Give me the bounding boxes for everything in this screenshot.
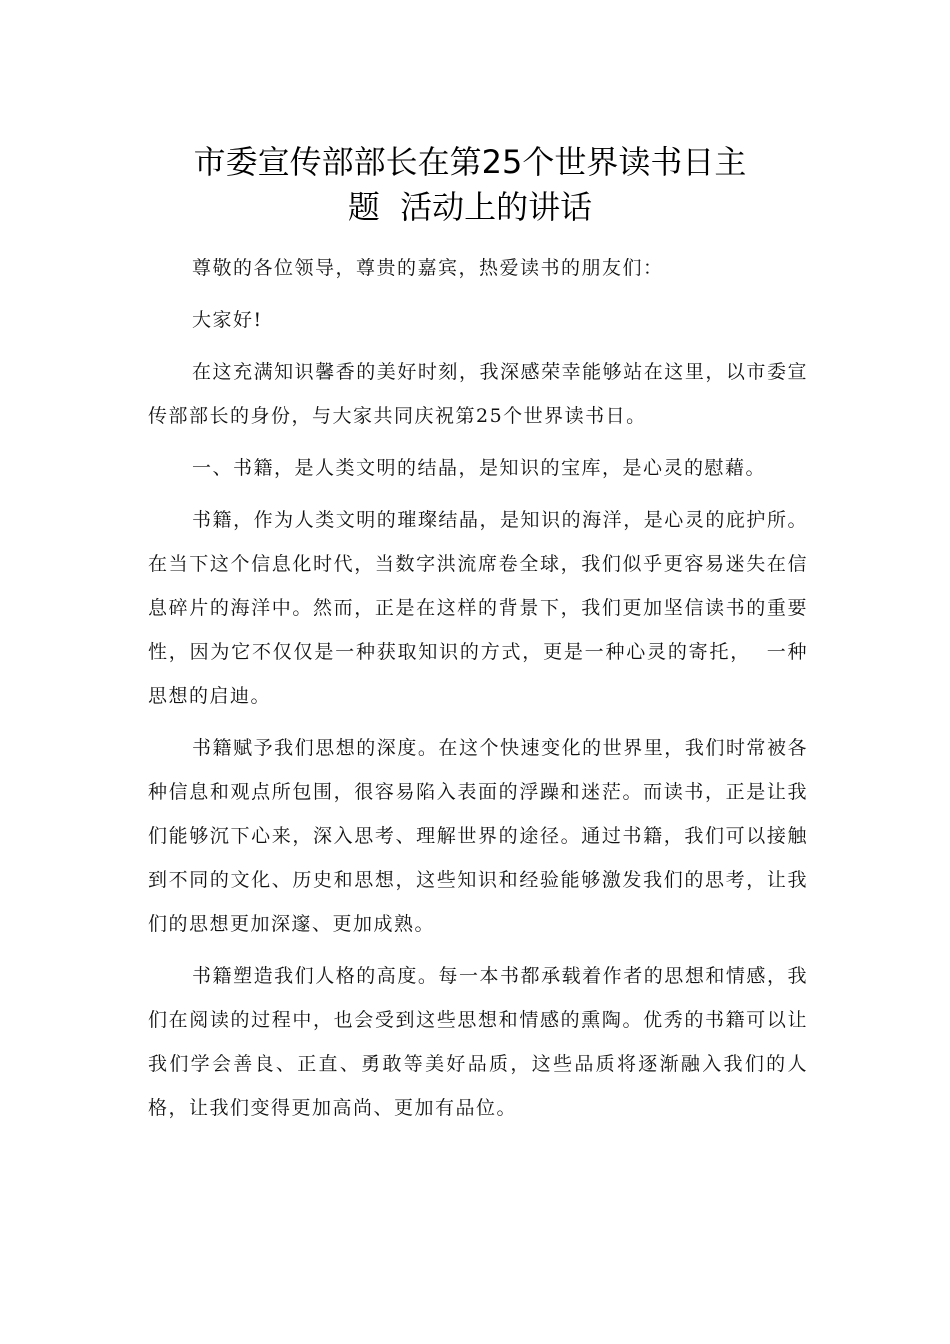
salutation: 尊敬的各位领导，尊贵的嘉宾，热爱读书的朋友们：	[192, 257, 664, 279]
paragraph-intro: 在这充满知识馨香的美好时刻，我深感荣幸能够站在这里，以市委宣传部部长的身份，与大家共同庆祝第25个世界读书日。	[148, 361, 808, 427]
title-line-2: 题 活动上的讲话	[347, 188, 593, 226]
paragraph-books-civilization: 书籍，作为人类文明的璀璨结晶，是知识的海洋，是心灵的庇护所。在当下这个信息化时代，当数字洪流席卷全球，我们似乎更容易迷失在信息碎片的海洋中。然而，正是在这样的背景下，我们更加坚信读书的重要性，因为它不仅仅是一种获取知识的方式，更是一种心灵的寄托， 一种思想的启迪。	[148, 509, 808, 707]
paragraph-books-character: 书籍塑造我们人格的高度。每一本书都承载着作者的思想和情感，我们在阅读的过程中，也会受到这些思想和情感的熏陶。优秀的书籍可以让我们学会善良、正直、勇敢等美好品质，这些品质将逐渐融入我们的人格，让我们变得更加高尚、更加有品位。	[148, 965, 808, 1119]
title-line-1: 市委宣传部部长在第25个世界读书日主	[193, 143, 747, 181]
document-title	[120, 140, 820, 230]
section-heading-1: 一、书籍，是人类文明的结晶，是知识的宝库，是心灵的慰藉。	[192, 457, 767, 479]
document-body	[148, 246, 808, 1130]
paragraph-books-depth: 书籍赋予我们思想的深度。在这个快速变化的世界里，我们时常被各种信息和观点所包围，很容易陷入表面的浮躁和迷茫。而读书，正是让我们能够沉下心来，深入思考、理解世界的途径。通过书籍，我们可以接触到不同的文化、历史和思想，这些知识和经验能够激发我们的思考，让我们的思想更加深邃、更加成熟。	[148, 737, 808, 935]
greeting: 大家好!	[192, 309, 263, 331]
